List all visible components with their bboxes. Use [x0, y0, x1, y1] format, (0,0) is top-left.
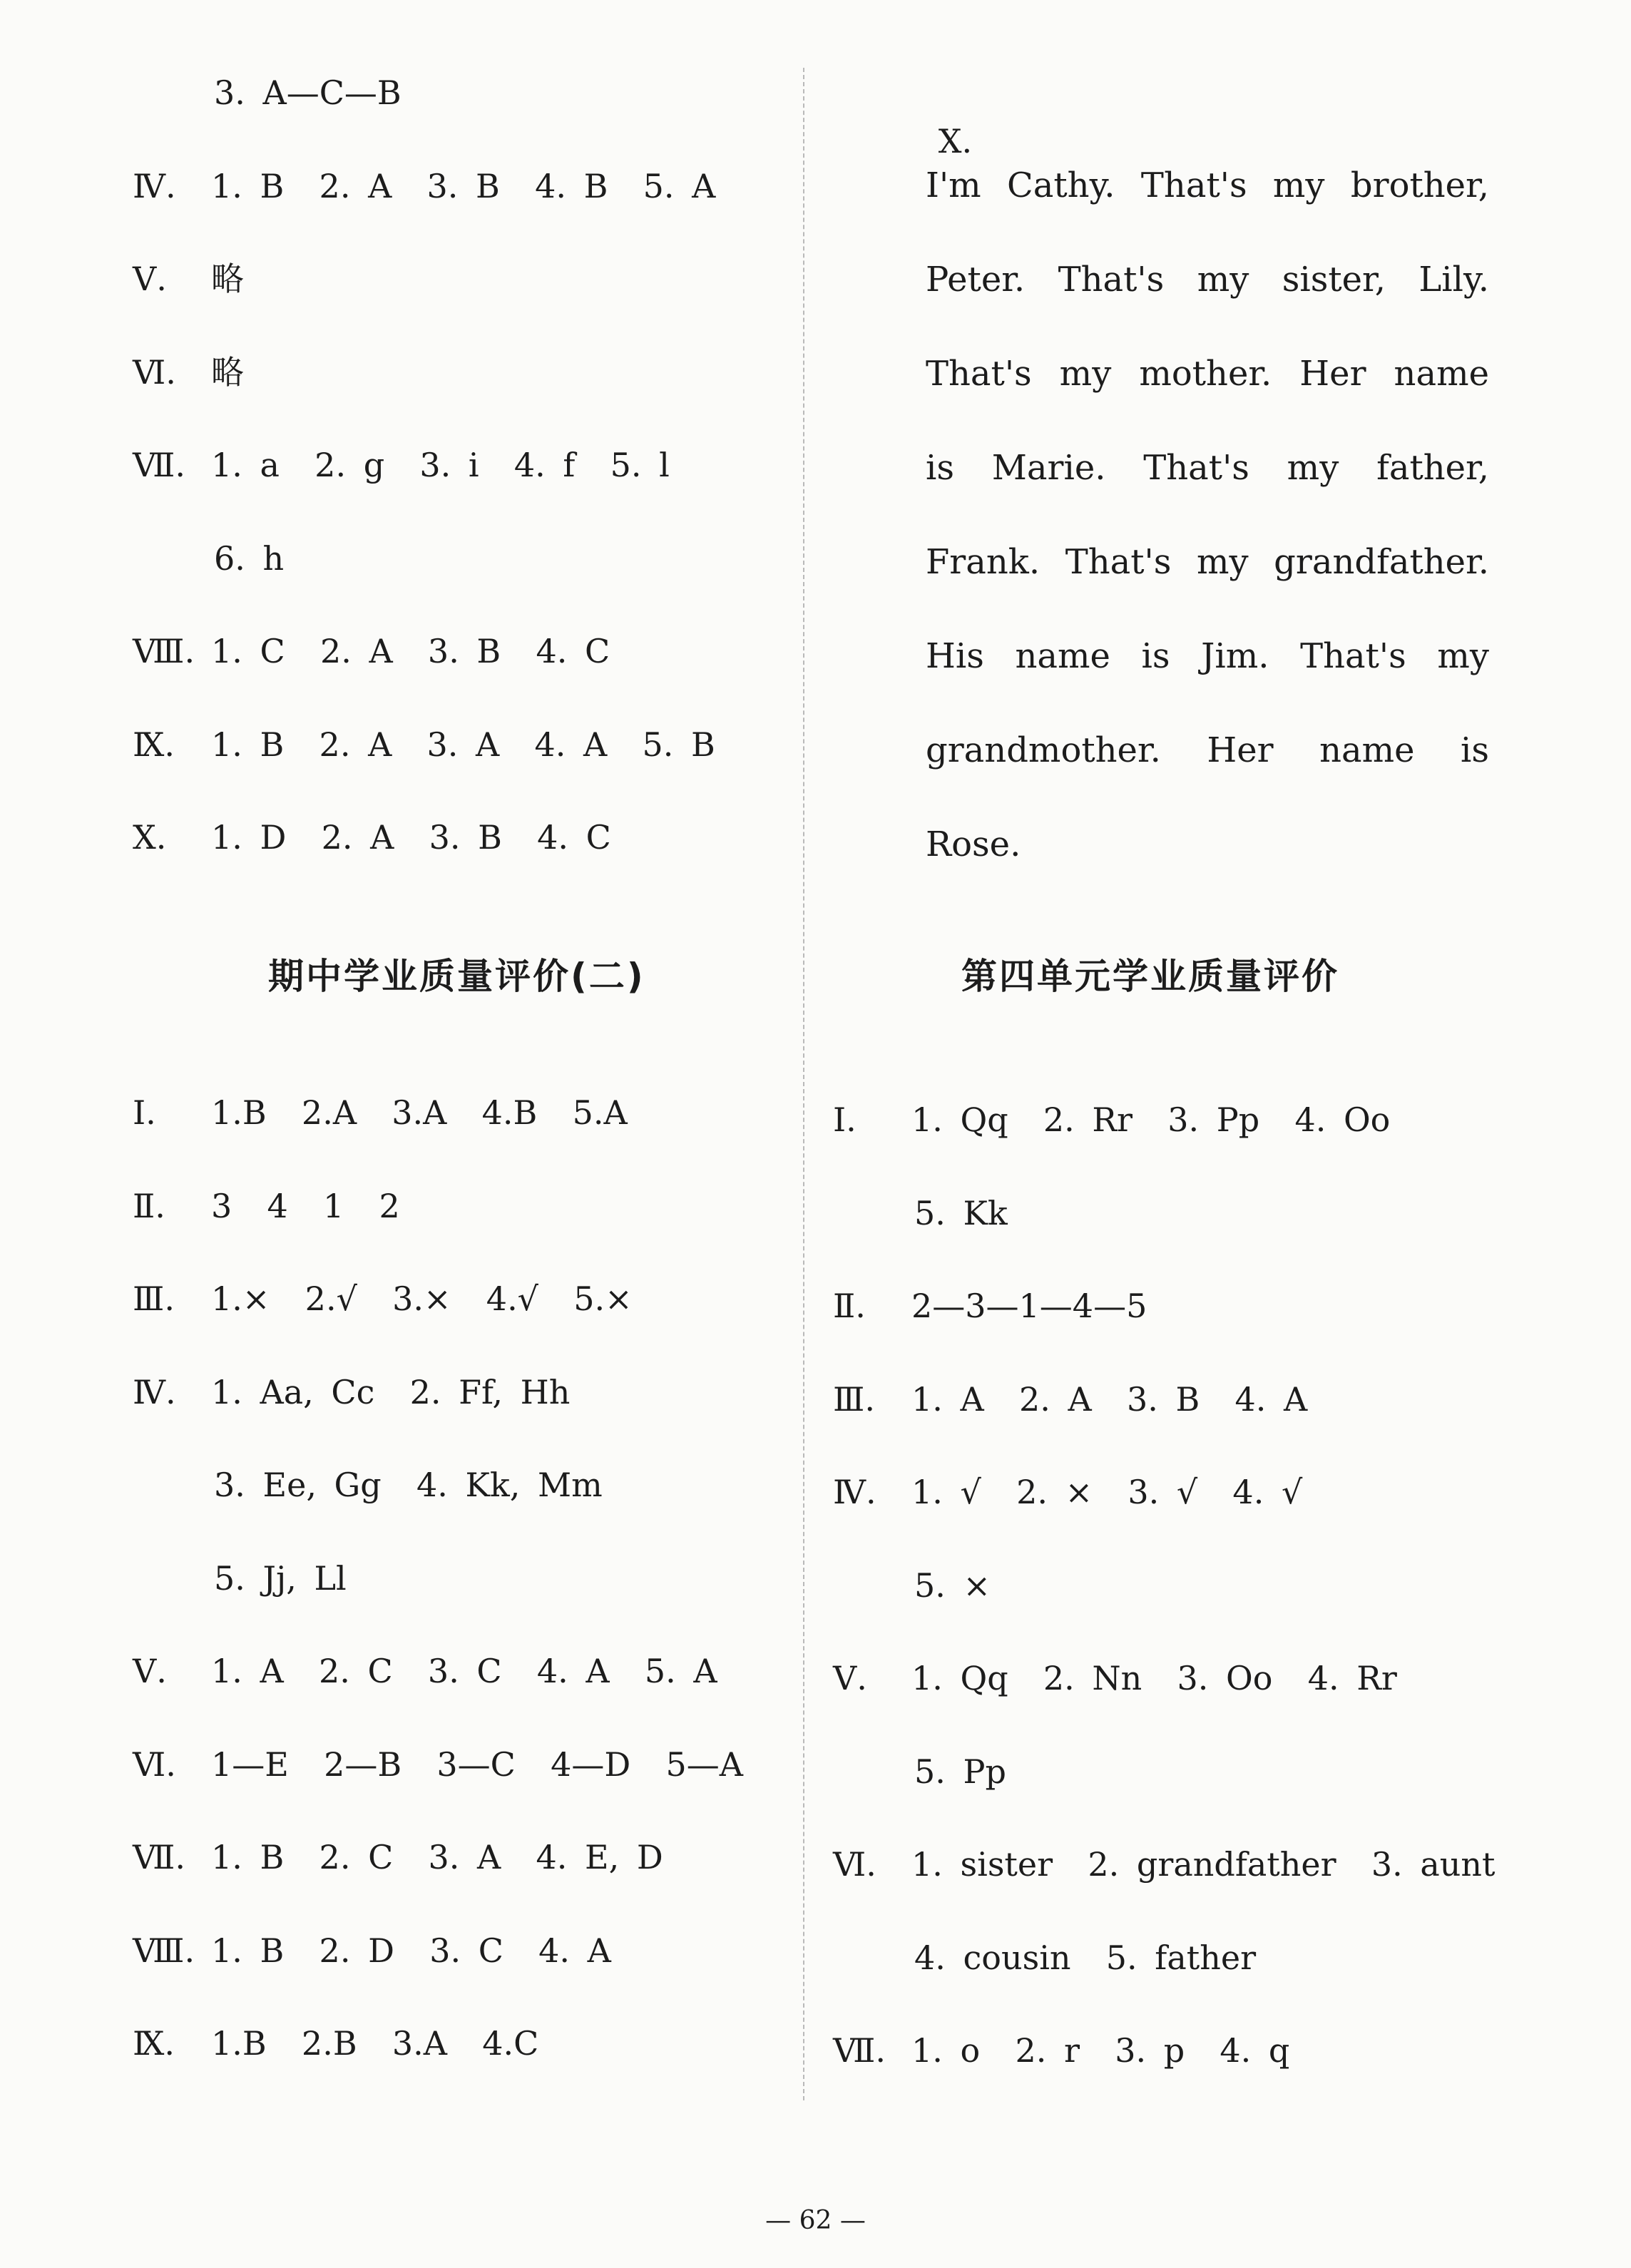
column-divider — [803, 68, 804, 2100]
answer-line — [133, 723, 715, 766]
answer-line — [133, 257, 244, 300]
question-number: Ⅵ. — [833, 1845, 876, 1884]
answer-line — [214, 71, 402, 114]
answer-line — [133, 1091, 628, 1134]
question-number: Ⅰ. — [833, 1100, 857, 1139]
answer-text: 1. A 2. C 3. C 4. A 5. A — [211, 1652, 717, 1690]
answer-line — [133, 1277, 633, 1320]
midterm-heading: 期中学业质量评价(二) — [268, 956, 645, 997]
answer-text: 1. Qq 2. Nn 3. Oo 4. Rr — [911, 1659, 1397, 1697]
answer-text: 2—3—1—4—5 — [911, 1287, 1147, 1325]
answer-line — [833, 1657, 1397, 1700]
answer-text: 1—E 2—B 3—C 4—D 5—A — [211, 1745, 743, 1784]
question-number: Ⅴ. — [833, 1659, 867, 1697]
question-number: Ⅶ. — [133, 1838, 185, 1876]
question-number: Ⅱ. — [833, 1287, 866, 1325]
answer-text: 1. B 2. A 3. A 4. A 5. B — [211, 725, 715, 764]
question-number: Ⅶ. — [833, 2031, 886, 2070]
answer-text: 1. Qq 2. Rr 3. Pp 4. Oo — [911, 1100, 1391, 1139]
answer-text: 1. D 2. A 3. B 4. C — [211, 818, 611, 857]
answer-line — [133, 444, 670, 486]
question-number: Ⅲ. — [833, 1379, 875, 1419]
answer-text: 1.B 2.B 3.A 4.C — [211, 2024, 539, 2063]
answer-text: 5. × — [914, 1565, 991, 1605]
section-number: Ⅹ. — [938, 122, 973, 160]
answer-line — [133, 1929, 611, 1972]
question-number: Ⅷ. — [133, 1931, 195, 1970]
question-number: Ⅷ. — [133, 632, 195, 670]
section-x-label — [833, 77, 1017, 160]
answer-line — [133, 165, 715, 208]
answer-line — [914, 1192, 1008, 1235]
question-number: Ⅶ. — [133, 446, 185, 484]
answer-line — [914, 1936, 1256, 1979]
answer-text: 1. √ 2. × 3. √ 4. √ — [911, 1473, 1303, 1511]
answer-line — [214, 537, 284, 580]
answer-line — [833, 1378, 1307, 1421]
answer-text: 3. Ee, Gg 4. Kk, Mm — [214, 1466, 603, 1504]
answer-line — [133, 1650, 717, 1692]
question-number: Ⅸ. — [133, 725, 175, 764]
answer-line — [833, 1843, 1495, 1886]
question-number: Ⅲ. — [133, 1279, 175, 1318]
answer-line — [833, 1471, 1302, 1513]
family-paragraph: I'm Cathy. That's my brother, Peter. That's my sister, Lily. That's my mother. Her name is Marie. That's my father, Frank. That's my grandfather. His name is Jim. That's my grandmother. Her name is Rose. — [926, 165, 1489, 864]
answer-text: 4. cousin 5. father — [914, 1938, 1257, 1977]
answer-line — [133, 816, 611, 859]
answer-text: 5. Pp — [914, 1752, 1006, 1791]
answer-text: 1.B 2.A 3.A 4.B 5.A — [211, 1093, 628, 1132]
answer-text: 1. a 2. g 3. i 4. f 5. l — [211, 446, 670, 484]
question-number: Ⅴ. — [133, 260, 167, 298]
answer-text: 6. h — [214, 538, 285, 578]
question-number: Ⅱ. — [133, 1186, 165, 1225]
answer-text: 1. Aa, Cc 2. Ff, Hh — [211, 1372, 571, 1411]
answer-line — [214, 1557, 347, 1600]
answer-line — [133, 351, 244, 394]
answer-text: 1. B 2. D 3. C 4. A — [211, 1931, 611, 1970]
page-number: — 62 — — [765, 2206, 866, 2235]
answer-text: 5. Kk — [914, 1193, 1008, 1232]
question-number: Ⅵ. — [133, 352, 176, 392]
question-number: Ⅳ. — [133, 1372, 176, 1411]
answer-text: 略 — [211, 260, 244, 298]
answer-line — [133, 1185, 400, 1227]
answer-line — [214, 1464, 603, 1506]
answer-text: 1.× 2.√ 3.× 4.√ 5.× — [211, 1279, 633, 1318]
question-number: Ⅴ. — [133, 1652, 167, 1690]
answer-text: 1. o 2. r 3. p 4. q — [911, 2031, 1290, 2070]
answer-line — [914, 1750, 1006, 1793]
question-number: Ⅸ. — [133, 2024, 175, 2063]
answer-text: 3. A—C—B — [214, 73, 402, 112]
answer-text: 1. sister 2. grandfather 3. aunt — [911, 1845, 1495, 1884]
answer-text: 略 — [211, 352, 244, 392]
answer-line — [133, 1371, 570, 1414]
answer-text: 1. C 2. A 3. B 4. C — [211, 632, 610, 670]
answer-line — [133, 630, 610, 673]
answer-text: 1. B 2. C 3. A 4. E, D — [211, 1838, 663, 1876]
answer-line — [833, 1098, 1390, 1141]
answer-line — [133, 2022, 538, 2065]
question-number: Ⅹ. — [133, 818, 167, 857]
answer-line — [133, 1836, 663, 1879]
question-number: Ⅳ. — [133, 166, 176, 205]
answer-line — [833, 1284, 1147, 1327]
answer-text: 1. A 2. A 3. B 4. A — [911, 1379, 1308, 1419]
question-number: Ⅳ. — [833, 1473, 876, 1511]
question-number: Ⅰ. — [133, 1093, 156, 1132]
answer-line — [133, 1743, 743, 1786]
answer-text: 5. Jj, Ll — [214, 1558, 347, 1598]
answer-text: 3 4 1 2 — [211, 1186, 400, 1225]
answer-line — [833, 2029, 1289, 2072]
answer-line — [914, 1564, 991, 1607]
answer-text: 1. B 2. A 3. B 4. B 5. A — [211, 166, 716, 205]
question-number: Ⅵ. — [133, 1745, 176, 1784]
unit4-heading: 第四单元学业质量评价 — [961, 956, 1339, 997]
